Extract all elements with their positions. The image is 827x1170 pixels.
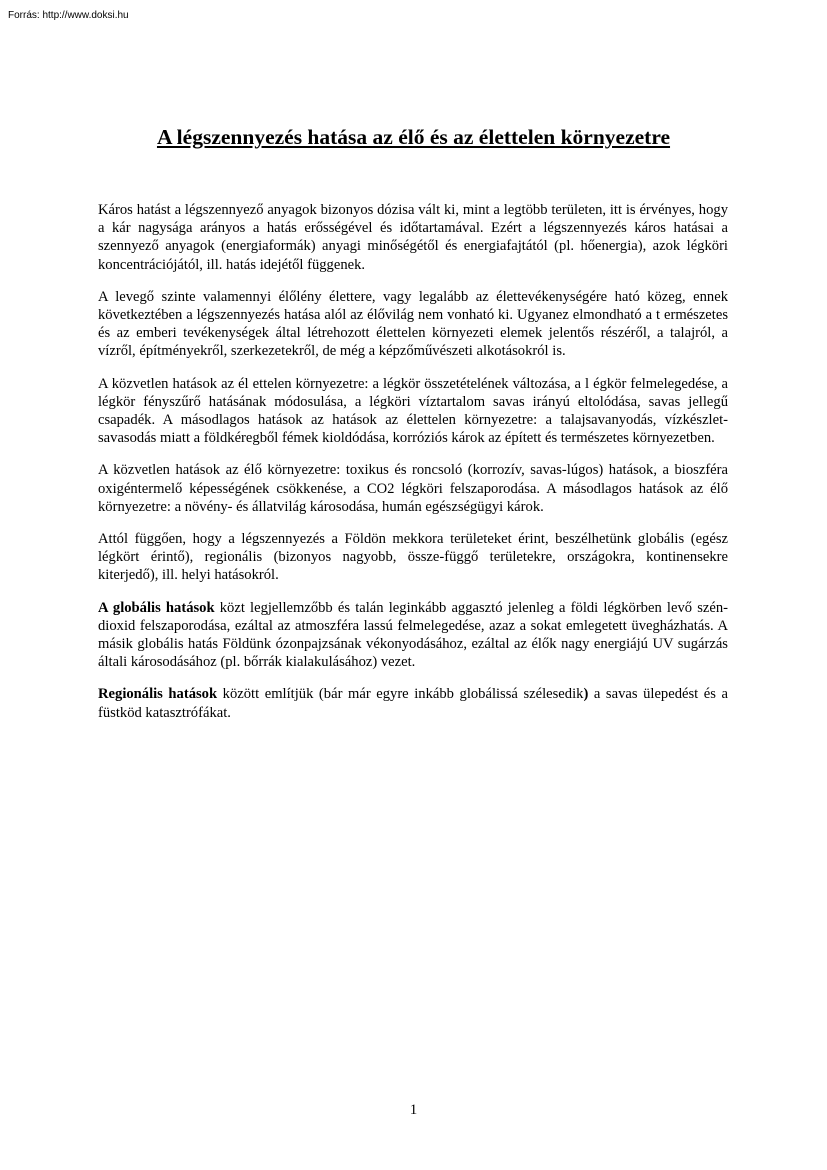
paragraph-air-as-habitat: A levegő szinte valamennyi élőlény élettere, vagy legalább az élettevékenységére ható közeg, ennek következtében a légszennyezés hatása alól az élővilág nem vonható ki. Ugyanez elmondható a t ermészetes és az emberi tevékenységek által létrehozott élettelen környezeti elemek jelentős részéről, a talajról, a vízről, építményekről, szerkezetekről, de még a képzőművészeti alkotásokról is. [98,288,728,360]
regional-effects-bold-paren: ) [583,686,589,703]
global-effects-heading: A globális hatások [98,599,215,616]
paragraph-regional-effects [98,685,728,721]
global-effects-text: közt legjellemzőbb és talán leginkább aggasztó jelenleg a földi légkörben levő szén-dioxid felszaporodása, ezáltal az atmoszféra lassú felmelegedése, azaz a sokat emlegetett üvegházhatás. A másik globális hatás Földünk ózonpajzsának vékonyodásához, ezáltal az élők nagy energiájú UV sugárzás általi károsodásához (pl. bőrrák kialakulásához) vezet. [98,599,729,671]
paragraph-intro: Káros hatást a légszennyező anyagok bizonyos dózisa vált ki, mint a legtöbb területen, itt is érvényes, hogy a kár nagysága arányos a hatás erősségével és időtartamával. Ezért a légszennyezés káros hatásai a szennyező anyagok (energiaformák) anyagi minőségétől és energiafajtától (pl. hőenergia), azok légköri koncentrációjától, ill. hatás idejétől függenek. [98,202,728,273]
page-title: A légszennyezés hatása az élő és az élettelen környezetre [156,125,671,149]
document-body [98,201,728,736]
source-line: Forrás: http://www.doksi.hu [8,10,129,21]
paragraph-global-effects [98,599,728,672]
page-number: 1 [409,1102,418,1118]
paragraph-scale-of-effects: Attól függően, hogy a légszennyezés a Földön mekkora területeket érint, beszélhetünk globális (egész légkört érintő), regionális (bizonyos nagyobb, össze-függő területekre, országokra, kontinensekre kiterjedő), ill. helyi hatásokról. [98,531,728,584]
regional-effects-heading: Regionális hatások [98,686,218,703]
paragraph-direct-effects-inanimate: A közvetlen hatások az él ettelen környezetre: a légkör összetételének változása, a l égkör felmelegedése, a légkör fényszűrő hatásának módosulása, a légköri víztartalom savas irányú eltolódása, savas jellegű csapadék. A másodlagos hatások az hatások az élettelen környezetre: a talajsavanyodás, vízkészlet-savasodás miatt a földkéregből fémek kioldódása, korróziós károk az épített és természetes környezetben. [98,375,728,447]
paragraph-direct-effects-living: A közvetlen hatások az élő környezetre: toxikus és roncsoló (korrozív, savas-lúgos) hatások, a bioszféra oxigéntermelő képességének csökkenése, a CO2 légköri felszaporodása. A másodlagos hatások az élő környezetre: a növény- és állatvilág károsodása, humán egészségügyi károk. [98,462,728,515]
regional-effects-tail: a savas ülepedést és a füstköd katasztrófákat. [98,686,728,721]
regional-effects-text: között említjük (bár már egyre inkább globálissá szélesedik [217,686,584,703]
